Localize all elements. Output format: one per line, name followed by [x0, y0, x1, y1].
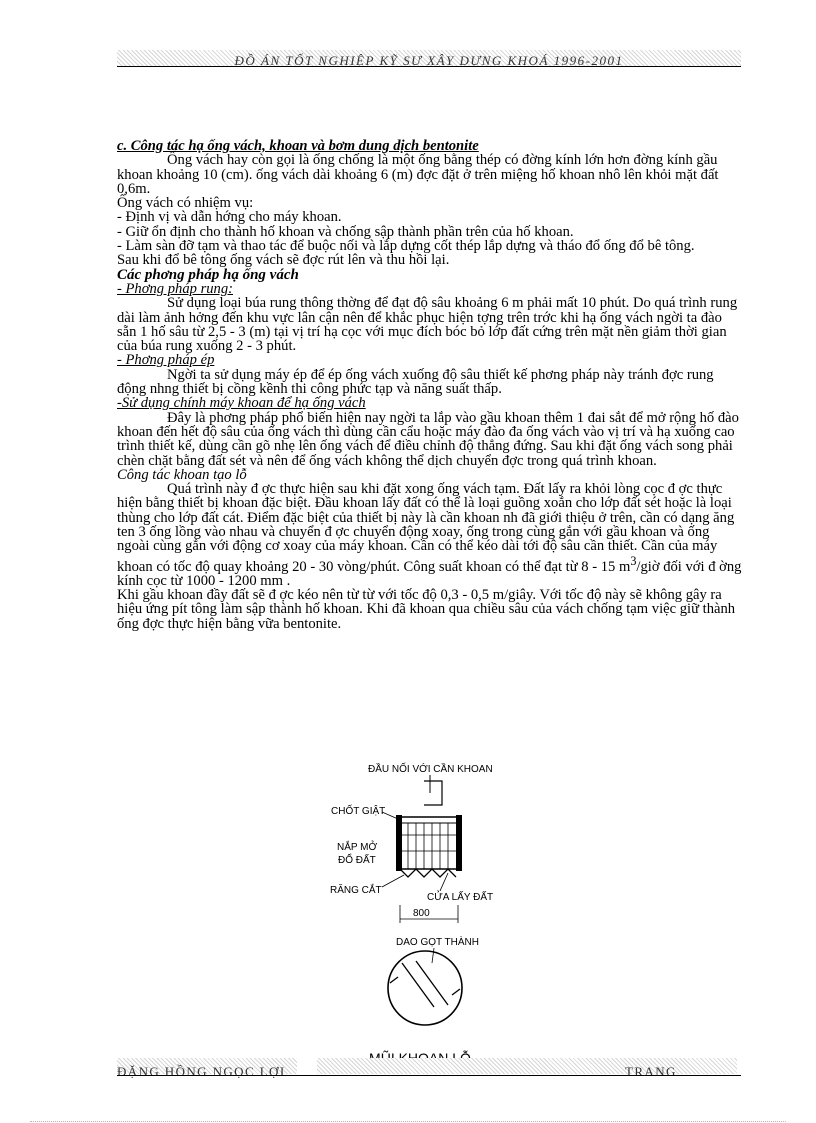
- superscript-3: 3: [630, 553, 637, 568]
- teeth-leader: [382, 875, 404, 887]
- drilling-title: Công tác khoan tạo lỗ: [117, 466, 247, 483]
- document-body: [117, 139, 745, 631]
- label-connector: ĐẦU NỐI VỚI CẦN KHOAN: [368, 764, 493, 775]
- footer-rule: [117, 1075, 741, 1076]
- bit-side-cutters: [390, 977, 460, 995]
- drill-method-text: Đây là phơng pháp phổ biến hiện nay ngời ta lắp vào gầu khoan thêm 1 đai sắt để mở rộng hố đào khoan đến hết độ sâu của ống vách thì dùng cần cẩu hoặc máy đào đa ống vách vào vị trí và hạ xuống cao trình thiết kế, dùng cần gõ nhẹ lên ống vách để điều chỉnh độ thẳng đứng. Sau khi đặt ống vách song phải chèn chặt bằng đất sét và nên để ống vách không thể dịch chuyển đợc trong quá trình khoan.: [117, 409, 739, 469]
- drilling-text-part2: /giờ đối với đ ờng kính cọc từ 1000 - 1200 mm .: [117, 558, 742, 589]
- label-knife: DAO GỌT THÀNH: [396, 937, 479, 948]
- section-title: c. Công tác hạ ống vách, khoan và bơm dung dịch bentonite: [117, 138, 479, 154]
- bucket-side-right: [456, 815, 462, 871]
- label-teeth: RĂNG CẮT: [330, 885, 382, 896]
- bucket-hatching: [400, 823, 458, 869]
- knife-leader: [432, 948, 434, 963]
- paragraph-recovery: Sau khi đổ bê tông ống vách sẽ đợc rút lên và thu hồi lại.: [117, 252, 450, 269]
- label-pin: CHỐT GIẬT: [331, 806, 386, 817]
- drilling-text: [117, 482, 745, 588]
- drilling-text-2: Khi gầu khoan đầy đất sẽ đ ợc kéo nên từ từ với tốc độ 0,3 - 0,5 m/giây. Với tốc độ này sẽ không gây ra hiệu ứng pít tông làm sập thành hố khoan. Khi đã khoan qua chiều sâu của vách chống tạm việc giữ thành ống đợc thực hiện bằng vữa bentonite.: [117, 587, 736, 632]
- page-footer: [117, 1058, 741, 1078]
- connector-shaft: [424, 781, 442, 805]
- pressing-text: Ngời ta sử dụng máy ép để ép ống vách xuống độ sâu thiết kế phơng pháp này tránh đợc rung động nhng thiết bị cồng kềnh thi công phức tạp và năng suất thấp.: [117, 366, 714, 398]
- label-lid-1: NẮP MỞ: [337, 842, 378, 853]
- pressing-title: - Phơng pháp ép: [117, 352, 215, 369]
- methods-title: Các phơng pháp hạ ống vách: [117, 266, 299, 283]
- bucket-body: [400, 817, 458, 869]
- vibration-title: - Phơng pháp rung:: [117, 280, 234, 297]
- footer-author: ĐẶNG HỒNG NGỌC LỢI: [117, 1064, 286, 1079]
- drilling-text-part1: Quá trình này đ ợc thực hiện sau khi đặt xong ống vách tạm. Đất lấy ra khỏi lòng cọc đ ợc thực hiện bằng thiết bị khoan đặc biệt. Đầu khoan lấy đất có thể là loại guồng xoắn cho lớp đất sét hoặc là loại thùng cho lớp đất cát. Điểm đặc biệt của thiết bị này là cần khoan nh đã giới thiệu ở trên, cần có dạng ăng ten 3 ống lồng vào nhau và chuyển đ ợc chuyển động xoay, ống trong cùng gắn với gầu khoan và ống ngoài cùng gắn với động cơ xoay của máy khoan. Cần có thể kéo dài tới độ sâu cần thiết. Cần của máy khoan có tốc độ quay khoảng 20 - 30 vòng/phút. Công suất khoan có thể đạt từ 8 - 15 m: [117, 481, 735, 575]
- label-door: CỬA LẤY ĐẤT: [427, 892, 494, 903]
- duty-item: - Làm sàn đỡ tạm và thao tác để buộc nối và lắp dựng cốt thép lắp dựng và tháo đổ ống đổ bê tông.: [117, 238, 695, 255]
- page-header: [117, 50, 741, 66]
- duty-item: - Giữ ổn định cho thành hố khoan và chống sập thành phần trên của hố khoan.: [117, 223, 574, 240]
- vibration-text: Sử dụng loại búa rung thông thờng để đạt độ sâu khoảng 6 m phải mất 10 phút. Do quá trình rung dài làm ảnh hởng đến khu vực lân cận nên để khắc phục hiện tợng trên trớc khi hạ ống vách ngời ta đào sẵn 1 hố sâu từ 2,5 - 3 (m) tại vị trí hạ cọc với mục đích bóc bỏ lớp đất cứng trên mặt nền giảm thời gian của búa rung xuống 2 - 3 phút.: [117, 295, 738, 355]
- paragraph-casing-definition: Ống vách hay còn gọi là ống chống là một ống bằng thép có đờng kính lớn hơn đờng kính gầu khoan khoảng 10 (cm). ống vách dài khoảng 6 (m) đợc đặt ở trên miệng hố khoan nhô lên khỏi mặt đất 0,6m.: [117, 152, 719, 197]
- bottom-dotted-line: [30, 1121, 786, 1122]
- bucket-side-left: [396, 815, 402, 871]
- label-lid-2: ĐỔ ĐẤT: [338, 855, 376, 866]
- bit-plan-circle: [388, 951, 462, 1025]
- paragraph-casing-duties: Ống vách có nhiệm vụ:: [117, 195, 254, 212]
- dimension-value: 800: [413, 908, 430, 919]
- drill-bucket-figure: [320, 755, 520, 1055]
- header-title: ĐỒ ÁN TỐT NGHIỆP KỸ SƯ XÂY DỰNG KHOÁ 1996-2001: [234, 53, 624, 68]
- footer-page-label: TRANG: [625, 1064, 677, 1079]
- drill-method-title: -Sử dụng chính máy khoan để hạ ống vách: [117, 395, 366, 412]
- duty-item: - Định vị và dẫn hớng cho máy khoan.: [117, 209, 342, 226]
- header-rule: [117, 66, 741, 67]
- bit-cutter-blades: [402, 961, 448, 1007]
